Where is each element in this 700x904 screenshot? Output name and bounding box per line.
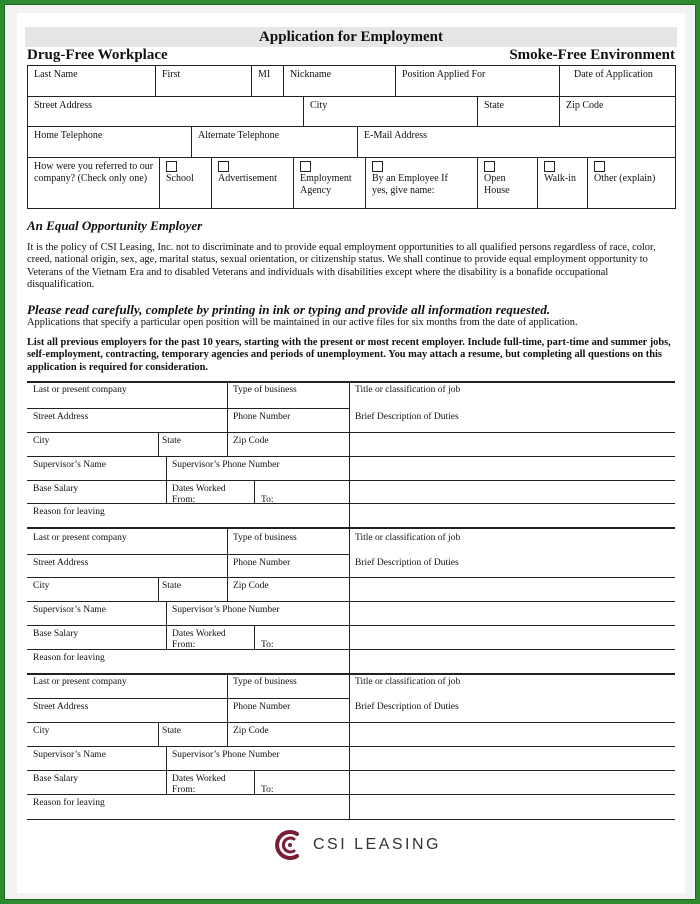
- street-address-field[interactable]: Street Address: [28, 97, 304, 127]
- state-field[interactable]: State: [478, 97, 560, 127]
- referral-school[interactable]: School: [160, 158, 212, 208]
- phone-label: Phone Number: [233, 558, 291, 568]
- position-field[interactable]: Position Applied For: [396, 66, 560, 97]
- date-of-application-field[interactable]: Date of Application: [560, 66, 675, 97]
- page-frame: [4, 4, 696, 900]
- employee-checkbox[interactable]: [372, 161, 383, 172]
- home-telephone-field[interactable]: Home Telephone: [28, 127, 192, 158]
- salary-label: Base Salary: [33, 484, 79, 494]
- applicant-grid: [27, 65, 676, 209]
- job-title-label: Title or classification of job: [355, 677, 461, 687]
- to-label: To:: [261, 785, 274, 795]
- eeo-heading: An Equal Opportunity Employer: [27, 218, 203, 233]
- school-checkbox[interactable]: [166, 161, 177, 172]
- business-type-label: Type of business: [233, 533, 297, 543]
- from-label: From:: [172, 495, 196, 505]
- smoke-free-label: Smoke-Free Environment: [509, 47, 675, 63]
- company-label: Last or present company: [33, 533, 127, 543]
- walk-in-checkbox[interactable]: [544, 161, 555, 172]
- mi-field[interactable]: MI: [252, 66, 284, 97]
- street-label: Street Address: [33, 702, 89, 712]
- supervisor-label: Supervisor’s Name: [33, 605, 106, 615]
- dates-worked-label: Dates Worked: [172, 629, 226, 639]
- zip-label: Zip Code: [233, 436, 269, 446]
- city-field[interactable]: City: [304, 97, 478, 127]
- from-label: From:: [172, 640, 196, 650]
- state-label: State: [162, 581, 181, 591]
- business-type-label: Type of business: [233, 677, 297, 687]
- city-label: City: [33, 436, 50, 446]
- first-name-field[interactable]: First: [156, 66, 252, 97]
- street-label: Street Address: [33, 412, 89, 422]
- salary-label: Base Salary: [33, 629, 79, 639]
- to-label: To:: [261, 495, 274, 505]
- salary-label: Base Salary: [33, 774, 79, 784]
- nickname-field[interactable]: Nickname: [284, 66, 396, 97]
- duties-label: Brief Description of Duties: [355, 558, 459, 568]
- referral-question: How were you referred to our company? (Check only one): [28, 158, 160, 208]
- state-label: State: [162, 436, 181, 446]
- referral-open-house[interactable]: Open House: [478, 158, 538, 208]
- employer-block-2[interactable]: [27, 529, 675, 675]
- to-label: To:: [261, 640, 274, 650]
- referral-walk-in[interactable]: Walk-in: [538, 158, 588, 208]
- employer-block-3[interactable]: [27, 673, 675, 821]
- company-name: CSI LEASING: [313, 836, 441, 853]
- duties-label: Brief Description of Duties: [355, 702, 459, 712]
- dates-worked-label: Dates Worked: [172, 774, 226, 784]
- other-checkbox[interactable]: [594, 161, 605, 172]
- reason-label: Reason for leaving: [33, 507, 105, 517]
- supervisor-phone-label: Supervisor’s Phone Number: [172, 605, 280, 615]
- street-label: Street Address: [33, 558, 89, 568]
- from-label: From:: [172, 785, 196, 795]
- employer-block-1[interactable]: [27, 381, 675, 529]
- open-house-checkbox[interactable]: [484, 161, 495, 172]
- retention-note: Applications that specify a particular open position will be maintained in our active files for six months from the date of application.: [27, 317, 578, 328]
- company-label: Last or present company: [33, 385, 127, 395]
- zip-label: Zip Code: [233, 581, 269, 591]
- supervisor-phone-label: Supervisor’s Phone Number: [172, 460, 280, 470]
- job-title-label: Title or classification of job: [355, 533, 461, 543]
- state-label: State: [162, 726, 181, 736]
- referral-agency[interactable]: Employment Agency: [294, 158, 366, 208]
- zip-label: Zip Code: [233, 726, 269, 736]
- referral-other[interactable]: Other (explain): [588, 158, 675, 208]
- employers-intro: List all previous employers for the past 10 years, starting with the present or most recent employer. Include full-time, part-time and summer jobs, self-employment, contracting, temporary agencies and periods of unemployment. You may attach a resume, but completing all questions on this application is required for consideration.: [27, 337, 671, 373]
- dates-worked-label: Dates Worked: [172, 484, 226, 494]
- supervisor-label: Supervisor’s Name: [33, 750, 106, 760]
- email-field[interactable]: E-Mail Address: [358, 127, 675, 158]
- duties-label: Brief Description of Duties: [355, 412, 459, 422]
- reason-label: Reason for leaving: [33, 798, 105, 808]
- agency-checkbox[interactable]: [300, 161, 311, 172]
- csi-logo-icon: [273, 827, 307, 863]
- advertisement-checkbox[interactable]: [218, 161, 229, 172]
- city-label: City: [33, 581, 50, 591]
- drug-free-label: Drug-Free Workplace: [27, 47, 168, 63]
- zip-code-field[interactable]: Zip Code: [560, 97, 675, 127]
- supervisor-label: Supervisor’s Name: [33, 460, 106, 470]
- application-form: [17, 13, 685, 893]
- instructions-heading: Please read carefully, complete by printing in ink or typing and provide all information requested.: [27, 302, 551, 317]
- reason-label: Reason for leaving: [33, 653, 105, 663]
- phone-label: Phone Number: [233, 702, 291, 712]
- alternate-telephone-field[interactable]: Alternate Telephone: [192, 127, 358, 158]
- company-label: Last or present company: [33, 677, 127, 687]
- phone-label: Phone Number: [233, 412, 291, 422]
- referral-employee[interactable]: By an Employee If yes, give name:: [366, 158, 478, 208]
- eeo-policy-text: It is the policy of CSI Leasing, Inc. not to discriminate and to provide equal employment opportunities to all qualified persons regardless of race, color, creed, national origin, sex, age, marital status, sexual orientation, or citizenship status. We shall continue to provide equal employment opportunity to Veterans of the Vietnam Era and to disabled Veterans and individuals with disabilities except where the disability is a bonafide occupational disqualification.: [27, 242, 656, 291]
- business-type-label: Type of business: [233, 385, 297, 395]
- supervisor-phone-label: Supervisor’s Phone Number: [172, 750, 280, 760]
- referral-advertisement[interactable]: Advertisement: [212, 158, 294, 208]
- form-title: Application for Employment: [259, 29, 443, 45]
- city-label: City: [33, 726, 50, 736]
- last-name-field[interactable]: Last Name: [28, 66, 156, 97]
- job-title-label: Title or classification of job: [355, 385, 461, 395]
